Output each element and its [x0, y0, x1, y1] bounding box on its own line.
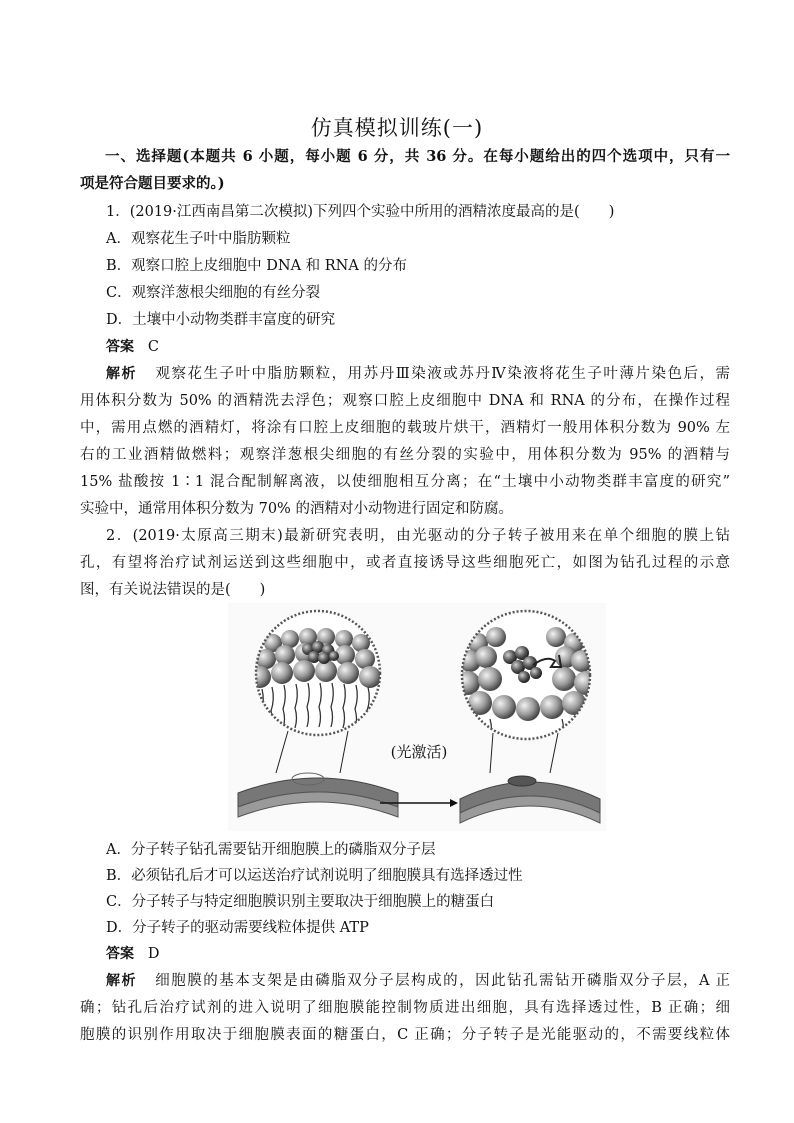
question-2-option-b: B．必须钻孔后才可以运送治疗试剂说明了细胞膜具有选择透过性	[106, 868, 523, 884]
question-1-explanation-line: 中，需用点燃的酒精灯，将涂有口腔上皮细胞的载玻片烘干，酒精灯一般用体积分数为 90% 左	[80, 420, 730, 436]
membrane-diagram	[228, 603, 606, 831]
question-1-option-a: A．观察花生子叶中脂肪颗粒	[106, 231, 291, 247]
explanation-label: 解析	[106, 366, 138, 382]
question-1-explanation-line: 右的工业酒精做燃料；观察洋葱根尖细胞的有丝分裂的实验中，用体积分数为 95% 的酒精与	[80, 447, 730, 463]
question-1-option-b: B．观察口腔上皮细胞中 DNA 和 RNA 的分布	[106, 258, 407, 274]
question-1-answer	[106, 334, 756, 361]
question-1-explanation-line: 用体积分数为 50% 的酒精洗去浮色；观察口腔上皮细胞中 DNA 和 RNA 的分布，在操作过程	[80, 393, 730, 409]
question-2-explanation-line: 解析 细胞膜的基本支架是由磷脂双分子层构成的，因此钻孔需钻开磷脂双分子层，A 正	[106, 973, 731, 989]
question-2-explanation-line: 确；钻孔后治疗试剂的进入说明了细胞膜能控制物质进出细胞，具有选择透过性，B 正确；细	[80, 1000, 730, 1016]
answer-label: 答案	[106, 946, 134, 962]
question-1-explanation-line: 解析 观察花生子叶中脂肪颗粒，用苏丹Ⅲ染液或苏丹Ⅳ染液将花生子叶薄片染色后，需	[106, 366, 731, 382]
question-1-stem: 1．(2019·江西南昌第二次模拟)下列四个实验中所用的酒精浓度最高的是( )	[106, 204, 615, 220]
light-activation-label: (光激活)	[390, 743, 448, 761]
membrane-drilling-figure	[228, 603, 606, 831]
question-1-explanation-line: 实验中，通常用体积分数为 70% 的酒精对小动物进行固定和防腐。	[80, 501, 513, 517]
question-2-explanation-line: 胞膜的识别作用取决于细胞膜表面的糖蛋白，C 正确；分子转子是光能驱动的，不需要线粒体	[80, 1027, 730, 1043]
page-title: 仿真模拟训练(一)	[310, 116, 484, 140]
answer-value: D	[147, 946, 160, 962]
question-2-stem: 图，有关说法错误的是( )	[80, 582, 266, 598]
question-1-option-d: D．土壤中小动物类群丰富度的研究	[106, 312, 336, 328]
question-2-option-c: C．分子转子与特定细胞膜识别主要取决于细胞膜上的糖蛋白	[106, 894, 495, 910]
question-2-option-a: A．分子转子钻孔需要钻开细胞膜上的磷脂双分子层	[106, 842, 436, 858]
question-2-option-d: D．分子转子的驱动需要线粒体提供 ATP	[106, 920, 369, 936]
section-heading: 一、选择题(本题共 6 小题，每小题 6 分，共 36 分。在每小题给出的四个选项中，只有一	[105, 148, 730, 165]
question-2-answer	[106, 941, 756, 968]
question-2-stem: 孔，有望将治疗试剂运送到这些细胞中，或者直接诱导这些细胞死亡，如图为钻孔过程的示意	[80, 555, 730, 571]
question-1-option-c: C．观察洋葱根尖细胞的有丝分裂	[106, 285, 321, 301]
answer-label: 答案	[106, 339, 134, 355]
answer-value: C	[147, 339, 159, 355]
section-heading-cont: 项是符合题目要求的。)	[80, 175, 225, 192]
explanation-label: 解析	[106, 973, 137, 989]
question-1-explanation-line: 15% 盐酸按 1∶1 混合配制解离液，以使细胞相互分离；在“土壤中小动物类群丰富度的研究”	[80, 474, 730, 490]
question-2-stem: 2．(2019·太原高三期末)最新研究表明，由光驱动的分子转子被用来在单个细胞的膜上钻	[106, 528, 730, 544]
